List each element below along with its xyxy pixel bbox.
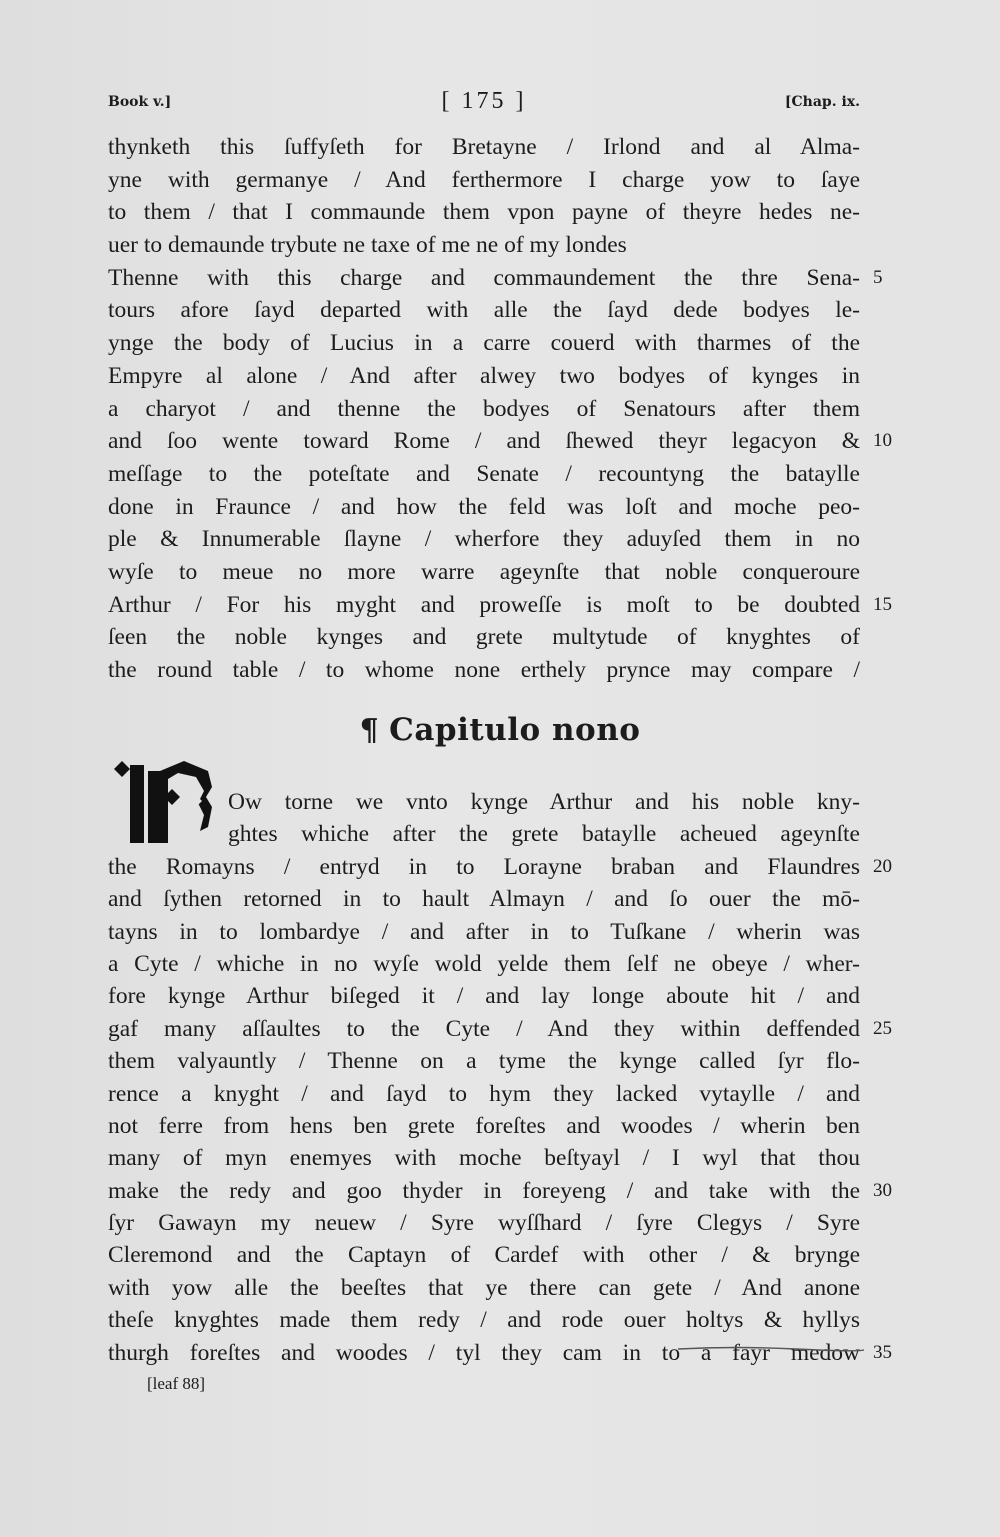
line-text: and ſoo wente toward Rome / and ſhewed theyr legacyon &	[108, 428, 860, 455]
header-chapter: [Chap. ix.	[784, 94, 860, 110]
line-text: Thenne with this charge and commaundement the thre Sena-	[108, 264, 860, 291]
line-number: 35	[873, 1341, 892, 1363]
text-line	[108, 393, 860, 426]
text-line	[108, 131, 860, 164]
text-line	[108, 1304, 860, 1336]
text-line	[108, 916, 860, 948]
line-number: 10	[873, 430, 892, 452]
text-line	[108, 196, 860, 229]
text-line	[108, 621, 860, 654]
text-line	[108, 523, 860, 556]
text-line	[108, 654, 860, 687]
line-text: Ow torne we vnto kynge Arthur and his noble kny-	[228, 789, 860, 815]
line-text: done in Fraunce / and how the feld was loſt and moche peo-	[108, 493, 860, 520]
text-line	[108, 1175, 892, 1207]
text-line	[108, 262, 883, 295]
text-line	[108, 1013, 892, 1045]
text-line	[108, 327, 860, 360]
text-line	[108, 294, 860, 327]
line-text: rence a knyght / and ſayd to hym they lacked vytaylle / and	[108, 1080, 860, 1107]
line-text: tours afore ſayd departed with alle the ſayd dede bodyes le-	[108, 297, 860, 324]
line-text: a Cyte / whiche in no wyſe wold yelde them ſelf ne obeye / wher-	[108, 950, 860, 977]
line-number: 5	[873, 266, 883, 288]
line-number: 20	[873, 855, 892, 877]
line-text: Arthur / For his myght and proweſſe is moſt to be doubted	[108, 591, 860, 618]
text-line	[108, 1239, 860, 1271]
line-text: the round table / to whome none erthely prynce may compare /	[108, 657, 860, 683]
line-text: with yow alle the beeſtes that ye there can gete / And anone	[108, 1274, 860, 1301]
line-number: 25	[873, 1017, 892, 1039]
line-text: make the redy and goo thyder in foreyeng / and take with the	[108, 1177, 860, 1204]
text-line	[108, 980, 860, 1012]
text-line	[108, 818, 860, 850]
line-number: 30	[873, 1179, 892, 1201]
line-text: wyſe to meue no more warre ageynſte that noble conqueroure	[108, 558, 860, 585]
text-line	[108, 491, 860, 524]
line-text: a charyot / and thenne the bodyes of Senatours after them	[108, 395, 860, 422]
text-line	[108, 883, 860, 915]
paragraph-mark-icon: ¶	[359, 713, 380, 748]
text-line	[108, 229, 860, 262]
text-line	[108, 589, 892, 622]
text-line	[108, 1272, 860, 1304]
line-text: ple & Innumerable ſlayne / wherfore they aduyſed them in no	[108, 526, 860, 553]
text-line	[108, 1078, 860, 1110]
text-line	[108, 948, 860, 980]
page-number: [ 175 ]	[441, 88, 527, 114]
running-header	[108, 88, 860, 118]
text-line	[108, 1142, 860, 1174]
line-text: tayns in to lombardye / and after in to Tuſkane / wherin was	[108, 918, 860, 945]
line-text: ſeen the noble kynges and grete multytude of knyghtes of	[108, 624, 860, 651]
line-text: and ſythen retorned in to hault Almayn / and ſo ouer the mō-	[108, 886, 860, 913]
line-text: thynketh this ſuffyſeth for Bretayne / Irlond and al Alma-	[108, 134, 860, 160]
text-block-lower	[108, 786, 892, 1369]
text-line	[108, 164, 860, 197]
pencil-underline	[676, 1345, 866, 1353]
line-text: uer to demaunde trybute ne taxe of me ne of my londes	[108, 232, 627, 259]
line-text: thurgh foreſtes and woodes / tyl they cam in to a fayr medow	[108, 1339, 860, 1366]
text-line	[108, 458, 860, 491]
line-text: not ferre from hens ben grete foreſtes and woodes / wherin ben	[108, 1112, 860, 1139]
footnote-leaf: [leaf 88]	[147, 1374, 206, 1393]
line-text: ynge the body of Lucius in a carre couerd with tharmes of the	[108, 330, 860, 357]
text-line	[108, 360, 860, 393]
text-line	[108, 786, 860, 818]
line-text: to them / that I commaunde them vpon payne of theyre hedes ne-	[108, 199, 860, 226]
text-line	[108, 425, 892, 458]
text-block-upper	[108, 131, 892, 687]
line-text: yne with germanye / And ferthermore I charge yow to ſaye	[108, 166, 860, 193]
line-text: ghtes whiche after the grete bataylle acheued ageynſte	[228, 821, 860, 848]
text-line	[108, 556, 860, 589]
text-line	[108, 851, 892, 883]
text-line	[108, 1045, 860, 1077]
chapter-title: Capitulo nono	[389, 712, 641, 748]
line-text: ſyr Gawayn my neuew / Syre wyſſhard / ſyre Clegys / Syre	[108, 1210, 860, 1237]
text-line	[108, 1110, 860, 1142]
line-number: 15	[873, 593, 892, 615]
line-text: the Romayns / entryd in to Lorayne braban and Flaundres	[108, 853, 860, 880]
line-text: theſe knyghtes made them redy / and rode ouer holtys & hyllys	[108, 1307, 860, 1334]
line-text: them valyauntly / Thenne on a tyme the kynge called ſyr flo-	[108, 1048, 860, 1075]
line-text: Cleremond and the Captayn of Cardef with other / & brynge	[108, 1242, 860, 1269]
line-text: gaf many aſſaultes to the Cyte / And they within deffended	[108, 1015, 860, 1042]
line-text: many of myn enemyes with moche beſtyayl / I wyl that thou	[108, 1145, 860, 1172]
line-text: meſſage to the poteſtate and Senate / recountyng the bataylle	[108, 460, 860, 487]
line-text: fore kynge Arthur biſeged it / and lay longe aboute hit / and	[108, 983, 860, 1010]
line-text: Empyre al alone / And after alwey two bodyes of kynges in	[108, 362, 860, 389]
chapter-heading	[0, 712, 1000, 748]
header-book: Book v.]	[108, 94, 172, 110]
text-line	[108, 1207, 860, 1239]
